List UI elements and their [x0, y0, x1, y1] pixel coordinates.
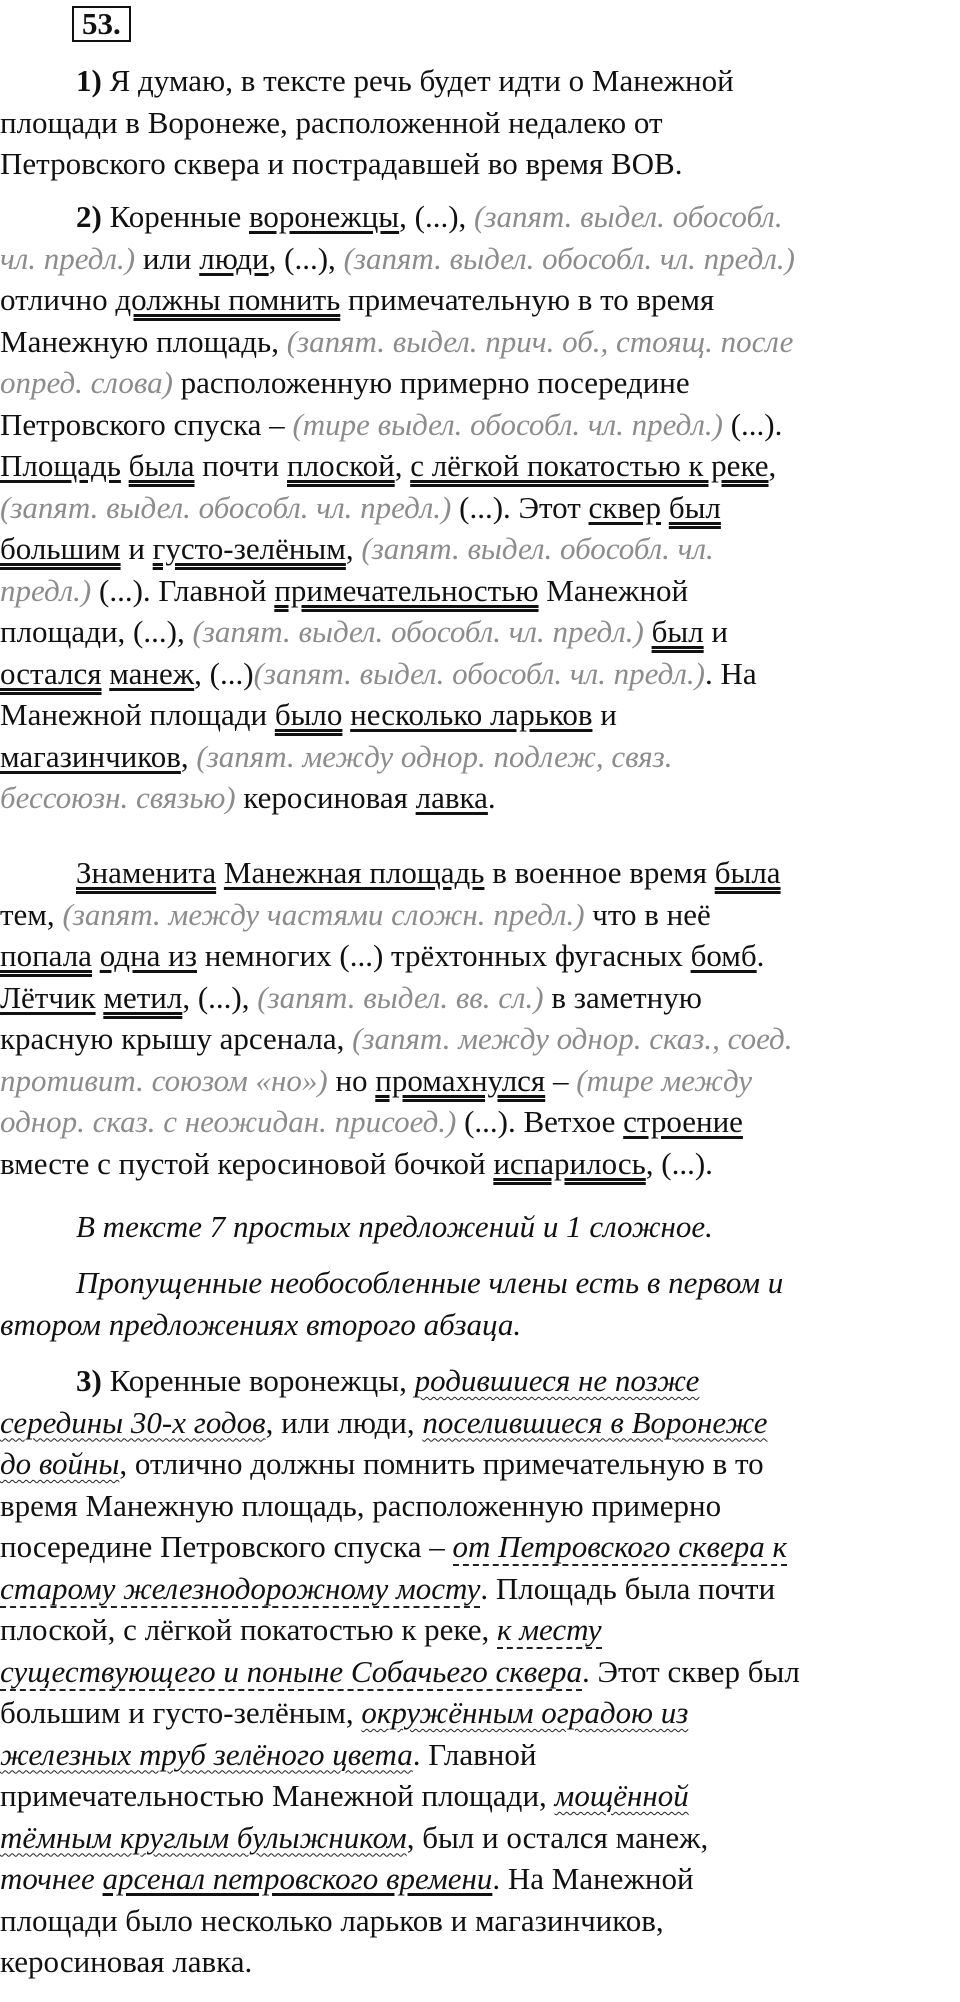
text: вместе с пустой керосиновой бочкой [0, 1145, 494, 1181]
text: . Этот сквер был [581, 1653, 800, 1689]
text: , (...), [182, 979, 258, 1015]
text: и [703, 614, 728, 649]
text: – [545, 1062, 577, 1098]
text: Петровского спуска – [0, 406, 293, 442]
punctuation-comment: (запят. выдел. обособл. чл. предл.) [0, 489, 452, 525]
predicate: Знаменита [76, 855, 217, 890]
punctuation-comment: (тире выдел. обособл. чл. предл.) [292, 406, 723, 442]
text-line: керосиновая лавка. [0, 1944, 253, 1979]
subject: люди [199, 240, 269, 276]
punctuation-comment: (запят. выдел. обособл. чл. предл.) [192, 614, 644, 649]
text [216, 855, 224, 890]
restored-definition: поселившиеся в Воронеже [422, 1404, 768, 1440]
subject: воронежцы [249, 199, 400, 234]
predicate: промахнулся [375, 1062, 546, 1098]
text: (...). Ветхое [456, 1104, 624, 1139]
text [121, 448, 129, 483]
text: , (...), [399, 199, 475, 234]
restored-circumstance: старому железнодорожному мосту [0, 1570, 481, 1606]
punctuation-comment: опред. слова) [0, 365, 173, 400]
restored-definition: железных труб зелёного цвета [0, 1736, 413, 1772]
text: , был и остался манеж, [406, 1819, 709, 1855]
text-line: Пропущенные необособленные члены есть в первом и [76, 1265, 784, 1300]
text: в заметную [543, 979, 702, 1015]
restored-circumstance: существующего и поныне Собачьего сквера [0, 1653, 582, 1689]
punctuation-comment: (запят. выдел. обособл. [474, 199, 783, 234]
restored-circumstance: от Петровского сквера к [452, 1529, 787, 1564]
text [661, 490, 669, 525]
text: , (...). [645, 1145, 713, 1181]
text: точнее [0, 1861, 103, 1896]
answer-3-label: 3) [76, 1363, 102, 1398]
text: Манежной [538, 572, 689, 608]
subject: Лётчик [0, 979, 96, 1015]
answer-1-paragraph [0, 60, 960, 185]
text: , [180, 738, 197, 774]
predicate: был [651, 614, 704, 649]
conclusion-paragraph [0, 1206, 960, 1248]
subject: несколько ларьков [350, 697, 593, 732]
punctuation-comment: чл. предл.) [0, 240, 136, 276]
second-text-paragraph [0, 852, 960, 1184]
predicate: метил [103, 979, 183, 1015]
predicate: с лёгкой покатостью к реке [410, 448, 769, 483]
punctuation-comment: (запят. выдел. обособл. чл. предл.) [253, 655, 705, 691]
text: , или люди, [265, 1404, 423, 1440]
text-line: площади в Воронеже, расположенной недалеко от [0, 104, 663, 140]
text-line: втором предложениях второго абзаца. [0, 1306, 522, 1342]
punctuation-comment: однор. сказ. с неожидан. присоед.) [0, 1104, 457, 1139]
subject: магазинчиков [0, 738, 181, 774]
punctuation-comment: (запят. между однор. подлеж, связ. [196, 738, 673, 774]
text-line: площади было несколько ларьков и магазинчиков, [0, 1902, 664, 1938]
text: примечательную в то время [340, 282, 715, 317]
text: или [135, 240, 200, 276]
predicate: было [274, 697, 343, 732]
punctuation-comment: (запят. между однор. сказ., соед. [352, 1021, 793, 1056]
predicate: большим [0, 531, 121, 566]
text: Коренные воронежцы, [101, 1363, 415, 1398]
text: красную крышу арсенала, [0, 1021, 353, 1056]
subject: бомб [690, 938, 757, 973]
text: . [756, 938, 765, 973]
text: , [768, 448, 777, 483]
restored-definition: мощённой [554, 1778, 689, 1813]
text-line: Я думаю, в тексте речь будет идти о Манежной [101, 63, 734, 98]
text: в военное время [484, 855, 715, 890]
punctuation-comment: (запят. между частями сложн. предл.) [62, 896, 585, 932]
subject: Площадь [0, 448, 121, 483]
text: немногих (...) трёхтонных фугасных [197, 938, 691, 973]
text [92, 938, 100, 973]
restored-definition: родившиеся не позже [414, 1363, 700, 1398]
conclusion-text: В тексте 7 простых предложений и 1 сложное. [76, 1209, 713, 1244]
subject: Манежная площадь [223, 855, 485, 890]
text [342, 697, 350, 732]
text: . Главной [412, 1736, 537, 1772]
restored-circumstance: к месту [496, 1612, 602, 1647]
text: площади, (...), [0, 614, 193, 649]
predicate: была [714, 855, 781, 890]
text: что в неё [584, 896, 711, 932]
text [644, 614, 652, 649]
conclusion-paragraph [0, 1262, 960, 1345]
predicate: остался [0, 655, 102, 691]
text: почти [194, 448, 288, 483]
text-line: время Манежную площадь, расположенную примерно [0, 1487, 722, 1523]
restored-apposition: арсенал петровского времени [102, 1861, 493, 1896]
text: , отлично должны помнить примечательную в то [119, 1446, 764, 1481]
restored-definition: середины 30-х годов [0, 1404, 266, 1440]
subject: строение [623, 1104, 743, 1139]
subject: манеж [109, 655, 195, 691]
punctuation-comment: (запят. выдел. обособл. чл. предл.) [343, 240, 795, 276]
text: , [394, 448, 411, 483]
text: Коренные [101, 199, 249, 234]
restored-definition: до войны [0, 1446, 120, 1481]
text: посередине Петровского спуска – [0, 1529, 453, 1564]
text-line: Петровского сквера и пострадавшей во время ВОВ. [0, 146, 683, 181]
predicate: примечательностью [274, 572, 539, 608]
predicate: должны помнить [115, 282, 341, 317]
text: (...). Этот [451, 489, 589, 525]
text: и [592, 697, 617, 732]
text: плоской, с лёгкой покатостью к реке, [0, 1612, 497, 1647]
predicate: плоской [287, 448, 395, 483]
text: . Площадь была почти [480, 1570, 776, 1606]
text: большим и густо-зелёным, [0, 1695, 362, 1730]
punctuation-comment: (запят. выдел. обособл. чл. [361, 531, 714, 566]
text: тем, [0, 896, 63, 932]
text: Манежную площадь, [0, 323, 287, 359]
text: . На [704, 655, 757, 691]
predicate: была [128, 448, 195, 483]
text: керосиновая [235, 780, 416, 815]
predicate: был [668, 489, 721, 525]
text: (...). Главной [91, 572, 275, 608]
predicate: испарилось [493, 1145, 646, 1181]
text: , (...) [194, 655, 254, 691]
text: Манежной площади [0, 697, 275, 732]
text: отлично [0, 282, 116, 317]
text: , [345, 531, 362, 566]
punctuation-comment: (запят. выдел. вв. сл.) [257, 979, 544, 1015]
text: но [327, 1062, 376, 1098]
answer-2-paragraph [0, 196, 960, 819]
text: примечательностью Манежной площади, [0, 1778, 555, 1813]
punctuation-comment: (запят. выдел. прич. об., стоящ. после [286, 323, 794, 359]
subject: лавка [415, 780, 488, 815]
subject: одна из [99, 938, 198, 973]
answer-1-label: 1) [76, 63, 102, 98]
predicate: густо-зелёным [152, 531, 346, 566]
punctuation-comment: (тире между [576, 1062, 753, 1098]
text: . [487, 780, 496, 815]
text: и [120, 531, 153, 566]
answer-3-paragraph [0, 1360, 960, 1983]
restored-definition: тёмным круглым булыжником [0, 1819, 407, 1855]
restored-definition: окружённым оградою из [361, 1695, 689, 1730]
text: . На Манежной [492, 1861, 694, 1896]
predicate: попала [0, 938, 92, 973]
answer-2-label: 2) [76, 199, 102, 234]
text: , (...), [268, 240, 344, 276]
task-number: 53. [72, 6, 131, 42]
punctuation-comment: предл.) [0, 572, 92, 608]
text: (...). [722, 406, 783, 442]
punctuation-comment: бессоюзн. связью) [0, 780, 236, 815]
text: расположенную примерно посередине [172, 365, 690, 400]
subject: сквер [588, 489, 662, 525]
punctuation-comment: противит. союзом «но») [0, 1062, 328, 1098]
